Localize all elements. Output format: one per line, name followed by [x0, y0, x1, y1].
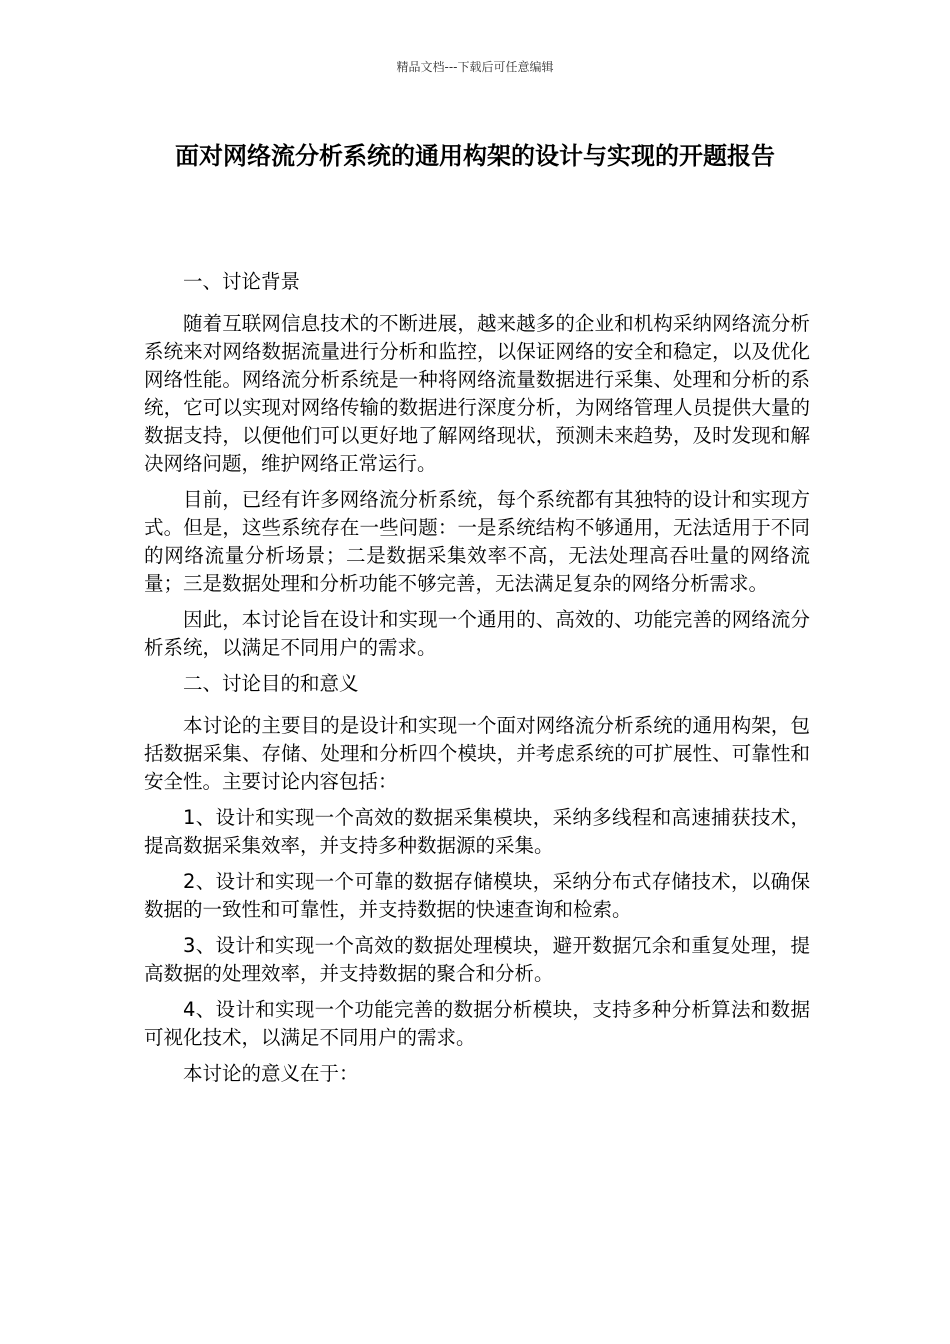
- list-item: 3、设计和实现一个高效的数据处理模块，避开数据冗余和重复处理，提高数据的处理效率，并支持数据的聚合和分析。: [144, 934, 810, 985]
- list-item: 1、设计和实现一个高效的数据采集模块，采纳多线程和高速捕获技术，提高数据采集效率，并支持多种数据源的采集。: [144, 806, 810, 857]
- section-heading-purpose: 二、讨论目的和意义: [183, 672, 359, 695]
- paragraph: 本讨论的主要目的是设计和实现一个面对网络流分析系统的通用构架，包括数据采集、存储、处理和分析四个模块，并考虑系统的可扩展性、可靠性和安全性。主要讨论内容包括：: [144, 714, 810, 793]
- list-item: 4、设计和实现一个功能完善的数据分析模块，支持多种分析算法和数据可视化技术，以满足不同用户的需求。: [144, 998, 810, 1049]
- paragraph: 目前，已经有许多网络流分析系统，每个系统都有其独特的设计和实现方式。但是，这些系统存在一些问题：一是系统结构不够通用，无法适用于不同的网络流量分析场景；二是数据采集效率不高，无法处理高吞吐量的网络流量；三是数据处理和分析功能不够完善，无法满足复杂的网络分析需求。: [144, 488, 810, 595]
- page-header: 精品文档---下载后可任意编辑: [396, 60, 554, 74]
- document-body: [144, 268, 810, 1096]
- list-item: 2、设计和实现一个可靠的数据存储模块，采纳分布式存储技术，以确保数据的一致性和可靠性，并支持数据的快速查询和检索。: [144, 870, 810, 921]
- paragraph: 本讨论的意义在于：: [183, 1062, 359, 1085]
- document-title: 面对网络流分析系统的通用构架的设计与实现的开题报告: [175, 142, 775, 170]
- paragraph: 随着互联网信息技术的不断进展，越来越多的企业和机构采纳网络流分析系统来对网络数据流量进行分析和监控，以保证网络的安全和稳定，以及优化网络性能。网络流分析系统是一种将网络流量数据进行采集、处理和分析的系统，它可以实现对网络传输的数据进行深度分析，为网络管理人员提供大量的数据支持，以便他们可以更好地了解网络现状，预测未来趋势，及时发现和解决网络问题，维护网络正常运行。: [144, 312, 810, 475]
- paragraph: 因此，本讨论旨在设计和实现一个通用的、高效的、功能完善的网络流分析系统，以满足不同用户的需求。: [144, 608, 810, 659]
- section-heading-background: 一、讨论背景: [183, 270, 301, 293]
